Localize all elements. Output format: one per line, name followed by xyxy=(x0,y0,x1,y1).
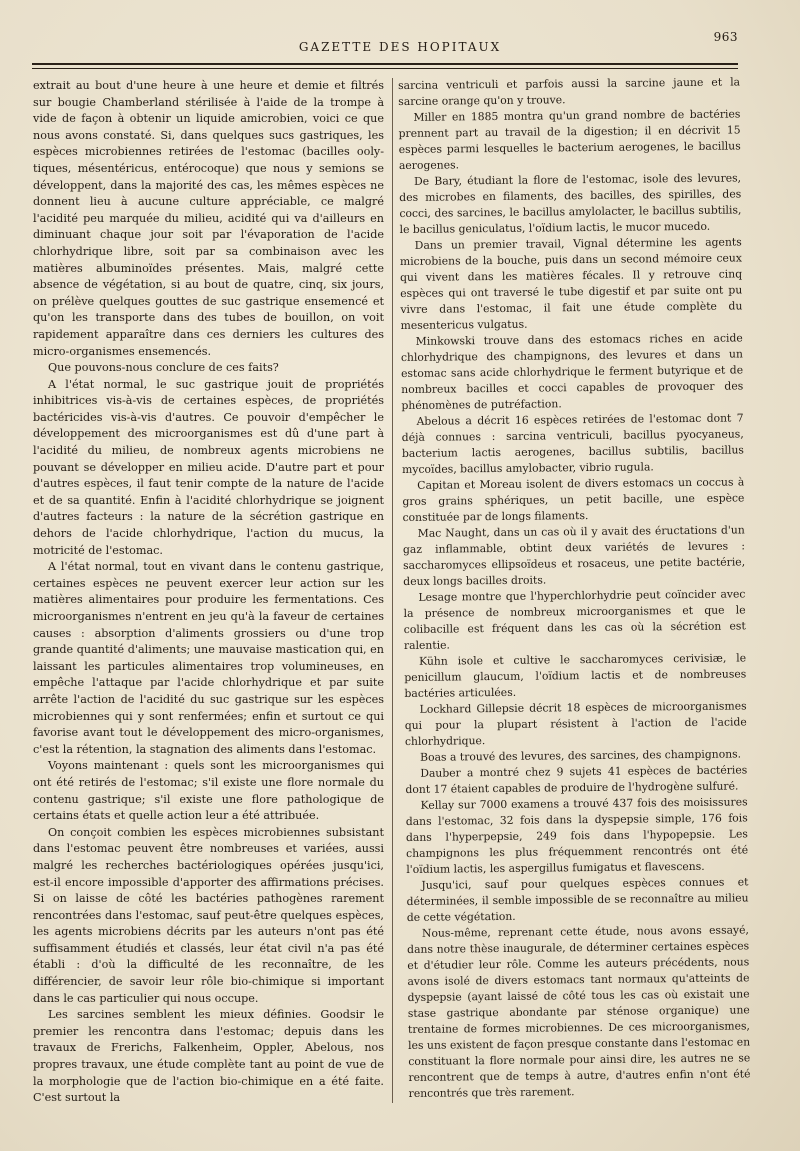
paragraph: Miller en 1885 montra qu'un grand nombre de bactéries prennent part au travail de la digestion; il en décrivit 15 espèces parmi lesquelles le bacterium aerogenes, le bacillus aerogenes. xyxy=(398,107,741,172)
paragraph: A l'état normal, le suc gastrique jouit de propriétés inhibitrices vis-à-vis de certaines espèces, de propriétés bactéricides vis-à-vis d'autres. Ce pouvoir d'empêcher le développement des microorganismes est dû d'une part à l'acidité du milieu, de nombreux agents microbiens ne pouvant se développer en milieu acide. D'autre part et pour d'autres espèces, il faut tenir compte de la nature de l'acide et de sa quantité. Enfin à l'acidité chlorhydrique se joignent d'autres facteurs : la nature de la sécrétion gastrique en dehors de l'acide chlorhydrique, l'action du mucus, la motricité de l'estomac. xyxy=(33,377,384,557)
paragraph: Abelous a décrit 16 espèces retirées de l'estomac dont 7 déjà connues : sarcina ventriculi, bacillus pyocyaneus, bacterium lactis aerogenes, bacillus subtilis, bacillus mycoïdes, bacillus amylobacter, vibrio rugula. xyxy=(401,411,744,476)
paragraph: Mac Naught, dans un cas où il y avait des éructations d'un gaz inflammable, obtint deux variétés de levures : saccharomyces ellipsoïdeus et rosaceus, une petite bactérie, deux longs bacilles droits. xyxy=(402,523,746,588)
paragraph: extrait au bout d'une heure à une heure et demie et filtrés sur bougie Chamberland stérilisée à l'aide de la trompe à vide de façon à obtenir un liquide amicrobien, voici ce que nous avons constaté. Si, dans quelques sucs gastriques, les espèces microbiennes retirées de l'estomac (bacilles ooly-tiques, mésentéricus, entérocoque) que nous y semions se développent, dans la majorité des cas, les mêmes espèces ne donnent lieu à aucune culture appréciable, ce malgré l'acidité peu marquée du milieu, acidité qui va d'ailleurs en diminuant chaque jour soit par l'évaporation de l'acide chlorhydrique libre, soit par sa combinaison avec les matières albuminoïdes présentes. Mais, malgré cette absence de végétation, si au bout de quatre, cinq, six jours, on prélève quelques gouttes de suc gastrique ensemencé et qu'on les transporte dans des tubes de bouillon, on voit rapidement apparaître dans ces derniers les cultures des micro-organismes ensemencés. xyxy=(33,79,384,358)
paragraph: Que pouvons-nous conclure de ces faits? xyxy=(48,361,279,375)
paragraph: Lockhard Gillepsie décrit 18 espèces de microorganismes qui pour la plupart résistent à l'action de l'acide chlorhydrique. xyxy=(404,699,747,748)
paragraph: On conçoit combien les espèces microbiennes subsistant dans l'estomac peuvent être nombreuses et variées, aussi malgré les recherches bactériologiques opérées jusqu'ici, est-il encore impossible d'apporter des affirmations précises. Si on laisse de côté les bactéries pathogènes rarement rencontrées dans l'estomac, sauf peut-être quelques espèces, les agents microbiens décrits par les auteurs n'ont pas été suffisamment étudiés et classés, leur état civil n'a pas été établi : d'où la difficulté de les reconnaître, de les différencier, de savoir leur rôle bio-chimique si important dans le cas particulier qui nous occupe. xyxy=(33,825,384,1005)
paragraph: Nous-même, reprenant cette étude, nous avons essayé, dans notre thèse inaugurale, de déterminer certaines espèces et d'étudier leur rôle. Comme les auteurs précédents, nous avons isolé de divers estomacs tant normaux qu'atteints de dyspepsie (ayant laissé de côté tous les cas où existait une stase gastrique abondante par sténose organique) une trentaine de formes microbiennes. De ces microorganismes, les uns existent de façon presque constante dans l'estomac en constituant la flore normale pour ainsi dire, les autres ne se rencontrent que de temps à autre, d'autres enfin n'ont été rencontrés que très rarement. xyxy=(407,923,751,1100)
right-column xyxy=(398,74,751,1102)
paragraph: Boas a trouvé des levures, des sarcines, des champignons. xyxy=(420,747,742,764)
paragraph: A l'état normal, tout en vivant dans le contenu gastrique, certaines espèces ne peuvent exercer leur action sur les matières alimentaires pour produire les fermentations. Ces microorganismes n'entrent en jeu qu'à la faveur de certaines causes : absorption d'aliments grossiers ou d'une trop grande quantité d'aliments; une mauvaise mastication qui, en laissant les particules alimentaires trop volumineuses, en empêche l'attaque par l'acide chlorhydrique et par suite arrête l'action de l'acidité du suc gastrique sur les espèces microbiennes qui y sont renfermées; enfin et surtout ce qui favorise avant tout le développement des micro-organismes, c'est la rétention, la stagnation des aliments dans l'estomac. xyxy=(33,560,384,756)
page-number: 963 xyxy=(713,30,738,44)
paragraph: Capitan et Moreau isolent de divers estomacs un coccus à gros grains sphériques, un petit bacille, une espèce constituée par de longs filaments. xyxy=(402,475,745,524)
running-header-title: GAZETTE DES HOPITAUX xyxy=(298,40,502,54)
paragraph: Kellay sur 7000 examens a trouvé 437 fois des moisissures dans l'estomac, 32 fois dans la dyspepsie simple, 176 fois dans l'hyperpepsie, 249 fois dans l'hypopepsie. Les champignons les plus fréquemment rencontrés ont été l'oïdium lactis, les aspergillus fumigatus et flavescens. xyxy=(405,795,749,876)
paragraph: Dans un premier travail, Vignal détermine les agents microbiens de la bouche, puis dans un second mémoire ceux qui vivent dans les matières fécales. Il y retrouve cinq espèces qui ont traversé le tube digestif et par suite ont pu vivre dans l'estomac, il fait une étude complète du mesentericus vulgatus. xyxy=(399,235,743,332)
left-column xyxy=(33,78,384,1107)
paragraph: Jusqu'ici, sauf pour quelques espèces connues et déterminées, il semble impossible de se reconnaître au milieu de cette végétation. xyxy=(406,875,749,924)
paragraph: Lesage montre que l'hyperchlorhydrie peut coïncider avec la présence de nombreux microorganismes et que le colibacille est fréquent dans les cas où la sécrétion est ralentie. xyxy=(403,587,746,652)
paragraph: Les sarcines semblent les mieux définies. Goodsir le premier les rencontra dans l'estomac; depuis dans les travaux de Frerichs, Falkenheim, Oppler, Abelous, nos propres travaux, une étude complète tant au point de vue de la morphologie que de l'action bio-chimique en a été faite. C'est surtout la xyxy=(33,1008,384,1105)
paragraph: Minkowski trouve dans des estomacs riches en acide chlorhydrique des champignons, des levures et dans un estomac sans acide chlorhydrique le ferment butyrique et de nombreux bacilles et cocci capables de provoquer des phénomènes de putréfaction. xyxy=(400,331,744,412)
paragraph: Dauber a montré chez 9 sujets 41 espèces de bactéries dont 17 étaient capables de produire de l'hydrogène sulfuré. xyxy=(405,763,748,796)
column-divider xyxy=(392,78,393,1103)
paragraph: Voyons maintenant : quels sont les microorganismes qui ont été retirés de l'estomac; s'il existe une flore normale du contenu gastrique; s'il existe une flore pathologique de certains états et quelle action leur a été attribuée. xyxy=(33,759,384,823)
header-rule-thick xyxy=(32,63,738,65)
paragraph: sarcina ventriculi et parfois aussi la sarcine jaune et la sarcine orange qu'on y trouve. xyxy=(398,75,741,108)
paragraph: De Bary, étudiant la flore de l'estomac, isole des levures, des microbes en filaments, des bacilles, des spirilles, des cocci, des sarcines, le bacillus amylolacter, le bacillus subtilis, le bacillus geniculatus, l'oïdium lactis, le mucor mucedo. xyxy=(399,171,742,236)
paragraph: Kühn isole et cultive le saccharomyces cerivisiæ, le penicillum glaucum, l'oïdium lactis et de nombreuses bactéries articulées. xyxy=(404,651,747,700)
header-rule-thin xyxy=(32,68,738,69)
